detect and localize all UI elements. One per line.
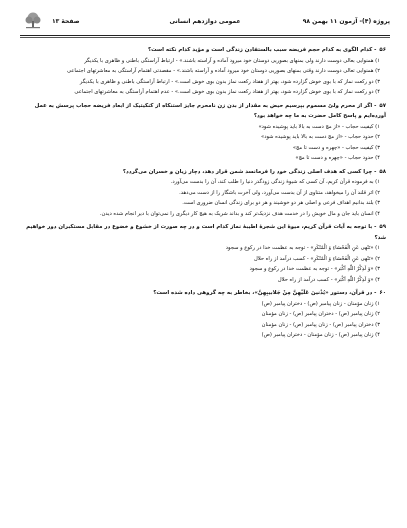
answer-option[interactable] xyxy=(24,198,386,209)
answer-option-text: ۱) به فرموده قرآن کریم، آن کسی که شیوهٔ زندگی زودگذر دنیا را طلب کند، آن را بدست می‌آورد. xyxy=(170,179,380,185)
answer-option-text: ۱) «تَنْهی عَنِ الْفَحْشاءِ وَ الْمُنْکَرِ» - توجه به عظمت خدا در رکوع و سجود xyxy=(225,245,380,251)
answer-option-text: ۲) زنان پیامبر (ص) - دختران پیامبر (ص) - زنان مؤمنان xyxy=(261,311,380,317)
answer-option[interactable] xyxy=(24,143,386,154)
question-number: ۵۶ xyxy=(379,47,386,53)
question-text: - اگر از محرم ولیّ مسموم بپرسیم حیض به مقدار از بدن زن نامحرم جایز استنکاه از کنکیتیک از ابعاد فریضه حجاب پرسش به عمل آورده‌ایم و پاسخ کامل حضرت به ما چه خواهد بود؟ xyxy=(34,102,386,119)
answer-option[interactable] xyxy=(24,309,386,320)
question-text: - در قرآن، دستور «یُدْنینَ عَلَیْهِنَّ مِنْ جَلابیبِهِنَّ»، بخاطر به چه گروهی داده شده است؟ xyxy=(153,290,377,296)
answer-option-text: ۱) همنوایی بعالی دوست دارند ولی بمنهای بصوریی دوستان خود میرود آماده و آراسته باشند.» - ارتباط آراستگی باطنی و ظاهری با یکدیگر xyxy=(84,57,380,64)
answer-option-text: ۲) همنوایی تعالی دوست دارند وقتی بمنهای بصوریی دوستان خود میرود آماده و آراسته باشند.» - مقصدتی اهتمام آراستگی به معاشرتهای اجتماعی xyxy=(66,68,380,74)
question-number: ۵۸ xyxy=(379,168,386,175)
answer-option[interactable] xyxy=(24,320,386,331)
header-divider xyxy=(20,35,390,36)
answer-option-text: ۲) «تَنْهی عَنِ الْفَحْشاءِ وَ الْمُنْکَرِ» - کسب درآمد از راه حلال xyxy=(253,255,380,262)
question-number: ۶۰ xyxy=(379,290,386,296)
answer-option-text: ۳) کیفیت حجاب - «چهره و دست تا مچ» xyxy=(292,144,380,151)
answer-option-text: ۱) زنان مؤمنان - زنان پیامبر (ص) - دختران پیامبر (ص) xyxy=(261,300,380,307)
page-header xyxy=(20,10,390,32)
answer-option[interactable] xyxy=(24,264,386,275)
answer-option[interactable] xyxy=(24,330,386,341)
answer-option[interactable] xyxy=(24,122,386,133)
answer-option[interactable] xyxy=(24,66,386,77)
question-number: ۵۹ xyxy=(379,224,386,230)
page-number: صفحهٔ ۱۳ xyxy=(52,17,80,25)
answer-option[interactable] xyxy=(24,254,386,265)
answer-option[interactable] xyxy=(24,188,386,199)
exam-subject: عمومی دوازدهم انسانی xyxy=(169,17,241,25)
tree-logo-icon xyxy=(20,11,46,31)
answer-option[interactable] xyxy=(24,243,386,254)
question-text: - چرا کسی که هدف اصلی زندگی خود را فرمانسد شمن قرار دهد، دچار زیان و خسران می‌گردد؟ xyxy=(122,168,377,175)
question-text: - کدام الگوی به کدام حجم فریضه سبب بالستفادن زندگی است و مؤید کدام نکته است؟ xyxy=(148,47,377,53)
answer-option-text: ۲) حدود حجاب - «از مچ دست به بالا باید پوشیده شود» xyxy=(261,134,380,140)
answer-option[interactable] xyxy=(24,209,386,220)
answer-option-text: ۱) کیفیت حجاب - «از مچ دست به بالا باید پوشیده شود» xyxy=(258,123,380,130)
answer-option-text: ۴) حدود حجاب - «چهره و دست تا مچ» xyxy=(295,155,380,161)
answer-option[interactable] xyxy=(24,87,386,98)
question-stem xyxy=(24,222,386,243)
question-stem xyxy=(24,101,386,122)
question-stem xyxy=(24,288,386,299)
answer-option-text: ۲) اثر قلند آن را میخواهد، متناوی از آن بدست می‌آورد، ولی آخرت باشگار را از دست می‌دهد. xyxy=(179,189,380,196)
answer-option[interactable] xyxy=(24,77,386,88)
question-stem xyxy=(24,167,386,178)
answer-option-text: ۳) دو رکعت نماز که با بوی خوش گزارده شود، بهتر از هفتاد رکعت نماز بدون بوی خوش است.» - ارتباط آراستگی باطنی و ظاهری با یکدیگر xyxy=(79,78,380,85)
answer-option-text: ۴) زنان پیامبر (ص) - زنان مؤمنان - دختران پیامبر (ص) xyxy=(261,332,380,338)
question-stem xyxy=(24,45,386,56)
header-left xyxy=(20,11,140,31)
answer-option[interactable] xyxy=(24,153,386,164)
answer-option[interactable] xyxy=(24,299,386,310)
answer-option[interactable] xyxy=(24,56,386,67)
answer-option-text: ۳) بلند بدانیم اهداف فرعی و اصلی هر دو خوشیند و هر دو برای زندگی انسان ضروری است. xyxy=(182,200,380,206)
answer-option-text: ۴) دو رکعت نماز که با بوی خوش گزارده شود، بهتر از هفتاد رکعت نماز بدون بوی خوش است.» - عدم اهتمام آراستگی به معاشرتهای اجتماعی xyxy=(74,89,380,95)
answer-option-text: ۴) «وَ لَذِکْرُ اللّٰهِ اَکْبَر» - کسب درآمد از راه حلال xyxy=(277,276,380,283)
answer-option[interactable] xyxy=(24,132,386,143)
answer-option-text: ۳) دختران پیامبر (ص) - زنان پیامبر (ص) - زنان مؤمنان xyxy=(261,321,380,328)
question-text: - با توجه به آیات قرآن کریم، میوهٔ این شجرهٔ اطیبهٔ نماز کدام است و در چه صورت از خشوع و خضوع در مقابل مستکبران دور خواهیم شد؟ xyxy=(26,224,386,241)
answer-option-text: ۴) انسان باید جان و مال خویش را در خدمت هدف نزدیک‌تر کند و بداند شریک به هیچ کار دیگری را نمی‌توان با دیر انجام شده دیدن. xyxy=(99,210,380,217)
answer-option[interactable] xyxy=(24,275,386,286)
answer-option-text: ۳) «وَ لَذِکْرُ اللّٰهِ اَکْبَر» - توجه به عظمت خدا در رکوع و سجود xyxy=(249,266,380,272)
question-number: ۵۷ xyxy=(379,102,386,109)
exam-series: پروژه (۴)- آزمون ۱۱ بهمن ۹۸ xyxy=(302,17,390,25)
answer-option[interactable] xyxy=(24,177,386,188)
questions-list xyxy=(24,42,386,341)
